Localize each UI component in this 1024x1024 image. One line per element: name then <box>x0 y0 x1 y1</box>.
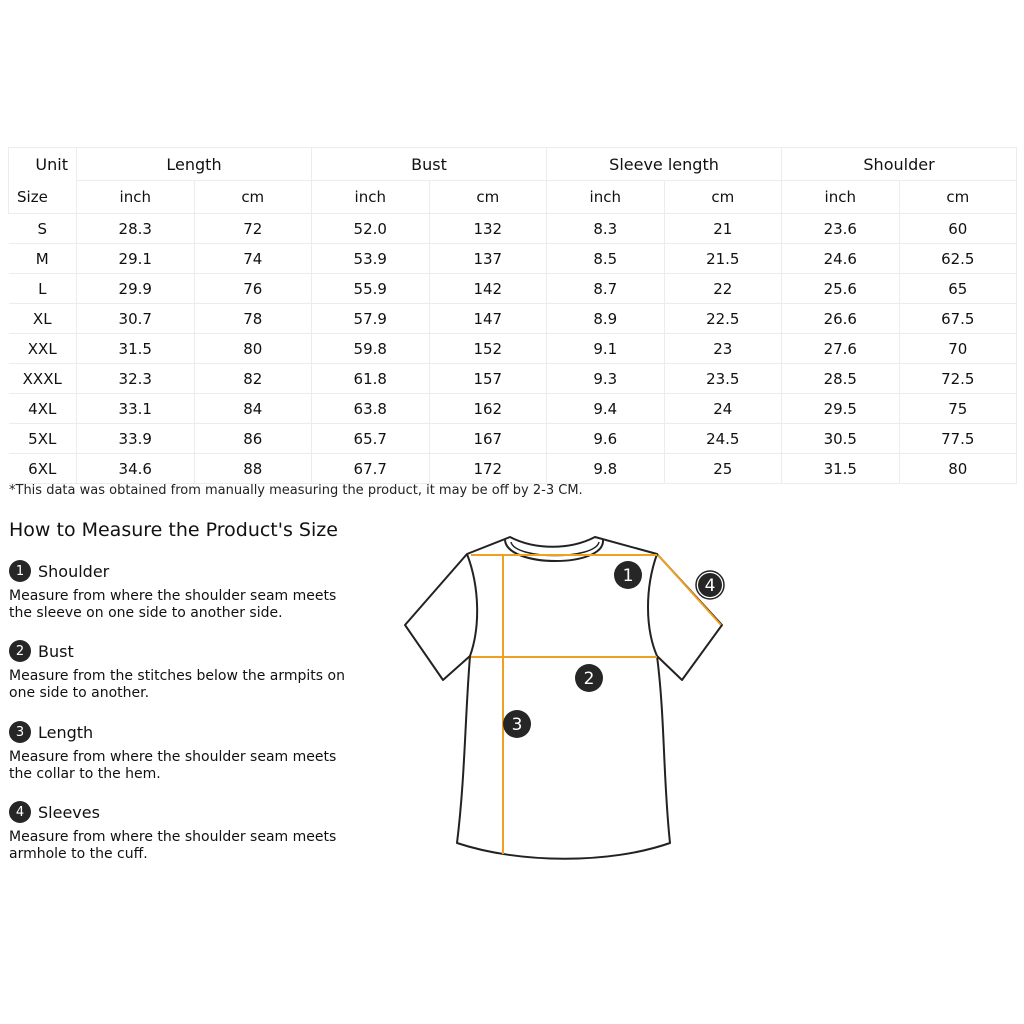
tshirt-diagram <box>395 528 735 868</box>
table-cell: 9.3 <box>547 364 665 394</box>
badge-sleeve <box>696 571 724 599</box>
table-cell: 30.5 <box>782 424 900 454</box>
table-row <box>9 334 1017 364</box>
table-cell: 24.5 <box>664 424 782 454</box>
table-cell: 28.5 <box>782 364 900 394</box>
badge-number: 2 <box>583 669 595 689</box>
table-cell: 52.0 <box>312 214 430 244</box>
table-row <box>9 364 1017 394</box>
table-cell: 67.5 <box>899 304 1017 334</box>
table-cell: 67.7 <box>312 454 430 484</box>
table-cell: 34.6 <box>77 454 195 484</box>
group-header-sleeve-length: Sleeve length <box>547 148 782 181</box>
table-cell: 24.6 <box>782 244 900 274</box>
table-cell: 132 <box>429 214 547 244</box>
table-row <box>9 244 1017 274</box>
size-cell: L <box>9 274 77 304</box>
subunit-header: cm <box>899 181 1017 214</box>
table-cell: 32.3 <box>77 364 195 394</box>
badge-shoulder <box>614 561 642 589</box>
badge-number: 1 <box>622 566 634 586</box>
table-cell: 25.6 <box>782 274 900 304</box>
step-header <box>9 559 369 583</box>
table-cell: 8.7 <box>547 274 665 304</box>
table-cell: 78 <box>194 304 312 334</box>
table-cell: 8.9 <box>547 304 665 334</box>
table-cell: 84 <box>194 394 312 424</box>
table-row <box>9 304 1017 334</box>
table-cell: 162 <box>429 394 547 424</box>
table-cell: 9.1 <box>547 334 665 364</box>
table-cell: 8.5 <box>547 244 665 274</box>
table-cell: 25 <box>664 454 782 484</box>
table-cell: 82 <box>194 364 312 394</box>
guide-step-bust <box>9 639 369 702</box>
size-cell: S <box>9 214 77 244</box>
guide-step-shoulder <box>9 559 369 622</box>
size-cell: XXL <box>9 334 77 364</box>
step-description: Measure from where the shoulder seam meets the collar to the hem. <box>9 749 337 782</box>
unit-label: Unit <box>9 148 77 181</box>
step-title: Sleeves <box>38 802 100 822</box>
table-cell: 142 <box>429 274 547 304</box>
table-cell: 74 <box>194 244 312 274</box>
table-cell: 57.9 <box>312 304 430 334</box>
number-badge-icon: 2 <box>9 640 31 662</box>
badge-length <box>503 710 531 738</box>
table-cell: 62.5 <box>899 244 1017 274</box>
table-cell: 80 <box>899 454 1017 484</box>
table-row <box>9 394 1017 424</box>
table-cell: 23.5 <box>664 364 782 394</box>
guide-step-sleeves <box>9 800 369 863</box>
subunit-header: inch <box>77 181 195 214</box>
size-cell: 4XL <box>9 394 77 424</box>
size-cell: M <box>9 244 77 274</box>
table-cell: 137 <box>429 244 547 274</box>
badge-number: 3 <box>511 715 523 735</box>
table-cell: 29.9 <box>77 274 195 304</box>
table-cell: 29.1 <box>77 244 195 274</box>
table-cell: 60 <box>899 214 1017 244</box>
subunit-header: cm <box>194 181 312 214</box>
step-header <box>9 639 369 663</box>
step-description: Measure from where the shoulder seam meets armhole to the cuff. <box>9 829 337 862</box>
badge-number: 4 <box>704 576 716 596</box>
step-title: Bust <box>38 641 74 661</box>
number-badge-icon: 4 <box>9 801 31 823</box>
subunit-header: cm <box>664 181 782 214</box>
table-cell: 9.8 <box>547 454 665 484</box>
table-cell: 147 <box>429 304 547 334</box>
size-cell: 5XL <box>9 424 77 454</box>
table-row <box>9 214 1017 244</box>
table-cell: 65 <box>899 274 1017 304</box>
table-cell: 9.4 <box>547 394 665 424</box>
table-cell: 30.7 <box>77 304 195 334</box>
table-cell: 26.6 <box>782 304 900 334</box>
group-header-shoulder: Shoulder <box>782 148 1017 181</box>
guide-step-length <box>9 720 369 783</box>
step-description: Measure from where the shoulder seam meets the sleeve on one side to another side. <box>9 588 337 621</box>
measurement-note: *This data was obtained from manually measuring the product, it may be off by 2-3 CM. <box>9 483 583 498</box>
table-cell: 167 <box>429 424 547 454</box>
subunit-header: inch <box>312 181 430 214</box>
table-row <box>9 274 1017 304</box>
table-cell: 72.5 <box>899 364 1017 394</box>
table-cell: 31.5 <box>77 334 195 364</box>
table-cell: 23.6 <box>782 214 900 244</box>
table-cell: 152 <box>429 334 547 364</box>
table-cell: 77.5 <box>899 424 1017 454</box>
table-subheader-row <box>9 181 1017 214</box>
table-cell: 75 <box>899 394 1017 424</box>
group-header-length: Length <box>77 148 312 181</box>
size-cell: 6XL <box>9 454 77 484</box>
table-cell: 70 <box>899 334 1017 364</box>
table-cell: 8.3 <box>547 214 665 244</box>
subunit-header: inch <box>547 181 665 214</box>
size-label: Size <box>9 181 77 214</box>
table-cell: 9.6 <box>547 424 665 454</box>
group-header-bust: Bust <box>312 148 547 181</box>
number-badge-icon: 1 <box>9 560 31 582</box>
step-title: Length <box>38 722 94 742</box>
table-cell: 21 <box>664 214 782 244</box>
table-cell: 63.8 <box>312 394 430 424</box>
table-cell: 33.9 <box>77 424 195 454</box>
subunit-header: cm <box>429 181 547 214</box>
table-cell: 59.8 <box>312 334 430 364</box>
size-cell: XL <box>9 304 77 334</box>
table-cell: 24 <box>664 394 782 424</box>
table-cell: 23 <box>664 334 782 364</box>
tshirt-outline-icon <box>405 537 722 859</box>
size-cell: XXXL <box>9 364 77 394</box>
table-cell: 172 <box>429 454 547 484</box>
table-cell: 65.7 <box>312 424 430 454</box>
table-cell: 22 <box>664 274 782 304</box>
step-description: Measure from the stitches below the armpits on one side to another. <box>9 668 345 701</box>
table-cell: 55.9 <box>312 274 430 304</box>
step-header <box>9 720 369 744</box>
table-cell: 72 <box>194 214 312 244</box>
table-cell: 86 <box>194 424 312 454</box>
table-cell: 28.3 <box>77 214 195 244</box>
badge-bust <box>575 664 603 692</box>
table-cell: 22.5 <box>664 304 782 334</box>
step-title: Shoulder <box>38 561 110 581</box>
table-cell: 29.5 <box>782 394 900 424</box>
table-cell: 157 <box>429 364 547 394</box>
table-cell: 88 <box>194 454 312 484</box>
table-cell: 61.8 <box>312 364 430 394</box>
table-cell: 33.1 <box>77 394 195 424</box>
guide-title: How to Measure the Product's Size <box>9 519 338 541</box>
table-row <box>9 424 1017 454</box>
table-row <box>9 454 1017 484</box>
table-header-row <box>9 148 1017 181</box>
subunit-header: inch <box>782 181 900 214</box>
table-cell: 53.9 <box>312 244 430 274</box>
table-cell: 31.5 <box>782 454 900 484</box>
number-badge-icon: 3 <box>9 721 31 743</box>
table-cell: 27.6 <box>782 334 900 364</box>
table-cell: 76 <box>194 274 312 304</box>
step-header <box>9 800 369 824</box>
size-chart-table <box>8 147 1017 484</box>
table-cell: 80 <box>194 334 312 364</box>
table-cell: 21.5 <box>664 244 782 274</box>
